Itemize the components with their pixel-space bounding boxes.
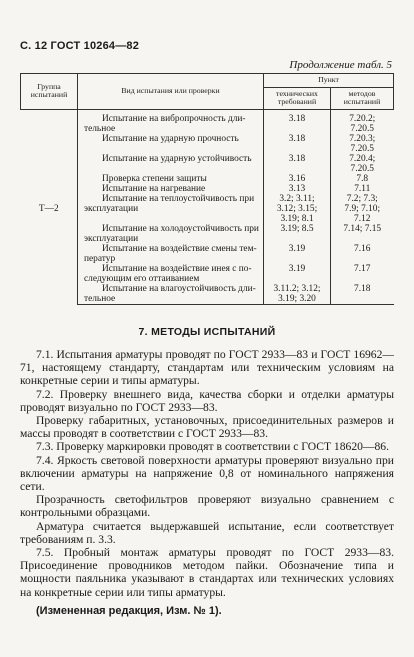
requirements-cell <box>264 244 331 264</box>
test-cell-line: следующим его оттаиванием <box>84 273 200 284</box>
methods-cell <box>331 134 394 154</box>
col-header-group: Группа испытаний <box>21 74 78 110</box>
methods-cell-line: 7.16 <box>354 243 371 254</box>
paragraph: 7.4. Яркость световой поверхности арматуры проверяют визуально при включении арматуры на напряжение 0,8 от номинального напряжения сети. <box>20 453 394 494</box>
test-cell <box>78 174 264 184</box>
section-title: 7. МЕТОДЫ ИСПЫТАНИЙ <box>138 326 276 338</box>
group-cell: Т—2 <box>21 109 78 304</box>
requirements-cell <box>264 264 331 284</box>
requirements-cell-line: 3.18 <box>288 153 306 164</box>
methods-cell <box>331 264 394 284</box>
test-cell-line: Испытание на ударную прочность <box>102 133 239 144</box>
table-row <box>21 109 394 134</box>
test-cell <box>78 244 264 264</box>
paragraph: 7.5. Пробный монтаж арматуры проводят по ГОСТ 2933—83. Присоединение проводников методом пайки. Обозначение типа и мощности паяльника указывают в стандартах или технических условиях на конкретные серии или типы арматуры. <box>20 546 394 599</box>
paragraph: Арматура считается выдержавшей испытание, если соответствует требованиям п. 3.3. <box>20 519 394 546</box>
test-cell-line: Испытание на вибропрочность дли- <box>102 113 246 124</box>
requirements-cell-line: 3.19 <box>288 263 306 274</box>
test-cell <box>78 264 264 284</box>
requirements-cell <box>264 224 331 244</box>
test-cell-line: Проверка степени защиты <box>102 173 207 184</box>
col-header-test: Вид испытания или проверки <box>78 74 264 110</box>
methods-cell-line: 7.14; 7.15 <box>343 223 382 234</box>
test-cell-line: Испытание на холодоустойчивость при <box>102 223 259 234</box>
test-cell-line: Испытание на воздействие смены тем- <box>102 243 257 254</box>
requirements-cell-line: 3.12; 3.15; <box>276 203 318 214</box>
test-cell <box>78 134 264 154</box>
methods-cell-line: 7.18 <box>354 283 371 294</box>
methods-cell-line: 7.9; 7.10; <box>344 203 381 214</box>
requirements-cell <box>264 184 331 194</box>
methods-cell <box>331 214 394 224</box>
requirements-cell-line: 3.18 <box>288 133 306 144</box>
requirements-cell-line: 3.19; 8.5 <box>280 223 314 234</box>
requirements-cell <box>264 174 331 184</box>
methods-cell-line: 7.11 <box>354 183 371 194</box>
test-cell <box>78 224 264 244</box>
requirements-cell-line: 3.11.2; 3.12; <box>273 283 321 294</box>
methods-cell <box>331 109 394 134</box>
col-header-methods: методов испытаний <box>331 87 394 109</box>
test-cell <box>78 214 264 224</box>
test-cell <box>78 109 264 134</box>
requirements-cell-line: 3.19; 8.1 <box>280 213 314 224</box>
test-cell-line: тельное <box>84 123 116 134</box>
col-header-clause: Пункт <box>264 74 394 88</box>
methods-cell <box>331 184 394 194</box>
test-cell-line: Испытание на влагоустойчивость дли- <box>102 283 256 294</box>
paragraph: Проверку габаритных, установочных, присоединительных размеров и массы проводят в соответствии с ГОСТ 2933—83. <box>20 414 394 441</box>
amendment-note: (Измененная редакция, Изм. № 1). <box>36 604 222 617</box>
test-cell <box>78 284 264 305</box>
test-cell <box>78 154 264 174</box>
methods-cell-line: 7.20.5 <box>350 143 374 154</box>
requirements-cell <box>264 134 331 154</box>
methods-cell-line: 7.2; 7.3; <box>346 193 378 204</box>
requirements-cell <box>264 154 331 174</box>
test-cell-line <box>84 214 259 224</box>
methods-cell-line: 7.20.5 <box>350 163 374 174</box>
requirements-cell-line: 3.16 <box>288 173 306 184</box>
requirements-cell <box>264 109 331 134</box>
paragraph: 7.2. Проверку внешнего вида, качества сборки и отделки арматуры проводят визуально по ГОСТ 2933—83. <box>20 387 394 414</box>
test-cell-line: Испытание на воздействие инея с по- <box>102 263 252 274</box>
test-cell-line: эксплуатации <box>84 203 139 214</box>
requirements-cell-line: 3.2; 3.11; <box>279 193 315 204</box>
methods-cell-line: 7.17 <box>354 263 371 274</box>
methods-cell <box>331 174 394 184</box>
test-cell-line: ператур <box>84 253 116 264</box>
page-header: С. 12 ГОСТ 10264—82 <box>20 40 140 52</box>
methods-cell-line: 7.12 <box>354 213 371 224</box>
test-table <box>20 73 394 305</box>
requirements-cell <box>264 214 331 224</box>
test-cell-line: Испытание на теплоустойчивость при <box>102 193 255 204</box>
methods-cell-line: 7.20.4; <box>349 153 376 164</box>
test-cell <box>78 194 264 214</box>
test-cell-line: Испытание на ударную устойчивость <box>102 153 252 164</box>
requirements-cell-line: 3.13 <box>288 183 306 194</box>
paragraph: Прозрачность светофильтров проверяют визуально сравнением с контрольными образцами. <box>20 493 394 520</box>
paragraph: 7.3. Проверку маркировки проводят в соответствии с ГОСТ 18620—86. <box>36 440 389 454</box>
methods-cell <box>331 244 394 264</box>
test-cell-line: тельное <box>84 293 116 304</box>
body-text <box>20 348 394 618</box>
methods-cell <box>331 194 394 214</box>
requirements-cell-line: 3.19; 3.20 <box>278 293 316 304</box>
paragraph: 7.1. Испытания арматуры проводят по ГОСТ 2933—83 и ГОСТ 16962—71, настоящему стандарту, стандартам или техническим условиям на конкретные серии и типы арматуры. <box>20 348 394 388</box>
requirements-cell-line: 3.19 <box>288 243 306 254</box>
methods-cell <box>331 284 394 305</box>
col-header-requirements: технических требований <box>264 87 331 109</box>
test-cell <box>78 184 264 194</box>
methods-cell <box>331 154 394 174</box>
methods-cell <box>331 224 394 244</box>
methods-cell-line: 7.20.2; <box>349 113 376 124</box>
requirements-cell <box>264 284 331 305</box>
requirements-cell-line: 3.18 <box>288 113 306 124</box>
table-continuation-label: Продолжение табл. 5 <box>289 59 392 71</box>
methods-cell-line: 7.20.3; <box>349 133 376 144</box>
test-cell-line: Испытание на нагревание <box>102 183 206 194</box>
test-cell-line: эксплуатации <box>84 233 139 244</box>
methods-cell-line: 7.8 <box>356 173 369 184</box>
methods-cell-line: 7.20.5 <box>350 123 374 134</box>
requirements-cell <box>264 194 331 214</box>
